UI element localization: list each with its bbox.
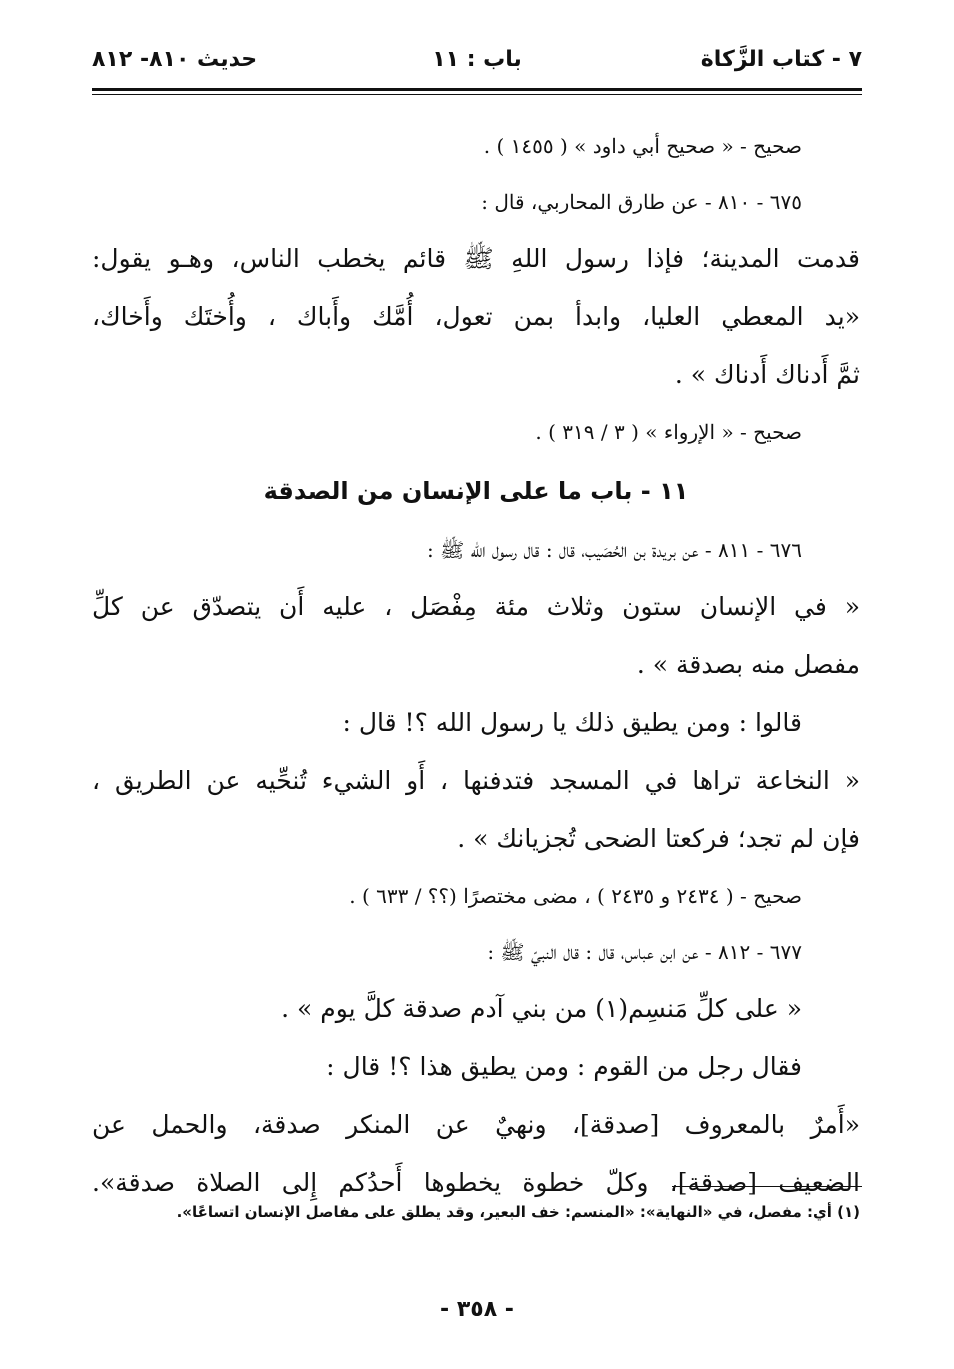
- header-rule-thick: [92, 88, 862, 91]
- footnote: (١) أي: مفصل، في «النهاية»: «المنسم: خف البعير، وقد يطلق على مفاصل الإنسان اتساعًا».: [176, 1203, 860, 1221]
- text-line: فقال رجل من القوم : ومن يطيق هذا ؟! قال :: [326, 1052, 802, 1081]
- text-line: «يد المعطي العليا، وابدأ بمن تعول، أُمَّك وأَباك ، وأُختَك وأَخاك،: [92, 302, 860, 331]
- text-line: قالوا : ومن يطيق ذلك يا رسول الله ؟! قال :: [342, 708, 802, 737]
- text-line: « النخاعة تراها في المسجد فتدفنها ، أَو الشيء تُنحِّيه عن الطريق ،: [92, 766, 860, 795]
- hadith-range: حديث ٨١٠- ٨١٢: [92, 47, 258, 72]
- grading-line: صحيح - « صحيح أبي داود » ( ١٤٥٥ ) .: [483, 134, 802, 158]
- chapter-title: ٧ - كتاب الزَّكاة: [700, 47, 862, 72]
- hadith-676-number: ٦٧٦ - ٨١١ - عن بريدة بن الحُصَيب، قال : قال رسول الله ﷺ :: [426, 538, 802, 562]
- hadith-675-number: ٦٧٥ - ٨١٠ - عن طارق المحاربي، قال :: [481, 190, 802, 214]
- header-rule-thin: [92, 94, 862, 95]
- text-line: ثمَّ أَدناك أَدناك » .: [674, 360, 860, 389]
- text-line: مفصل منه بصدقة » .: [636, 650, 860, 679]
- grading-line: صحيح - « الإرواء » ( ٣ / ٣١٩ ) .: [535, 420, 802, 444]
- bab-number: باب : ١١: [432, 47, 522, 72]
- text-line: «أَمرٌ بالمعروف [صدقة]، ونهيٌ عن المنكر صدقة، والحمل عن: [92, 1110, 860, 1139]
- main-text: [92, 118, 860, 1212]
- chapter-heading: ١١ - باب ما على الإنسان من الصدقة: [263, 477, 689, 505]
- hadith-677-number: ٦٧٧ - ٨١٢ - عن ابن عباس، قال : قال النبيّ ﷺ :: [487, 940, 802, 964]
- text-line: قدمت المدينة؛ فإذا رسول اللهِ ﷺ قائم يخطب الناس، وهـو يقول:: [92, 244, 860, 273]
- text-line: فإن لم تجد؛ فركعتا الضحى تُجزيانك » .: [457, 824, 860, 853]
- footnote-rule: [672, 1186, 862, 1187]
- running-header: [92, 40, 862, 80]
- grading-line: صحيح - ( ٢٤٣٤ و ٢٤٣٥ ) ، مضى مختصرًا (؟؟ / ٦٣٣ ) .: [349, 884, 802, 908]
- text-line: الضعيف [صدقة]، وكلّ خطوة يخطوها أَحدُكم إِلى الصلاة صدقة».: [92, 1168, 860, 1197]
- page-number: - ٣٥٨ -: [440, 1297, 514, 1322]
- text-line: « على كلِّ مَنسِم(١) من بني آدم صدقة كلَّ يوم » .: [281, 994, 802, 1023]
- text-line: « في الإنسان ستون وثلاث مئة مِفْصَل ، عليه أَن يتصدّق عن كلِّ: [92, 592, 860, 621]
